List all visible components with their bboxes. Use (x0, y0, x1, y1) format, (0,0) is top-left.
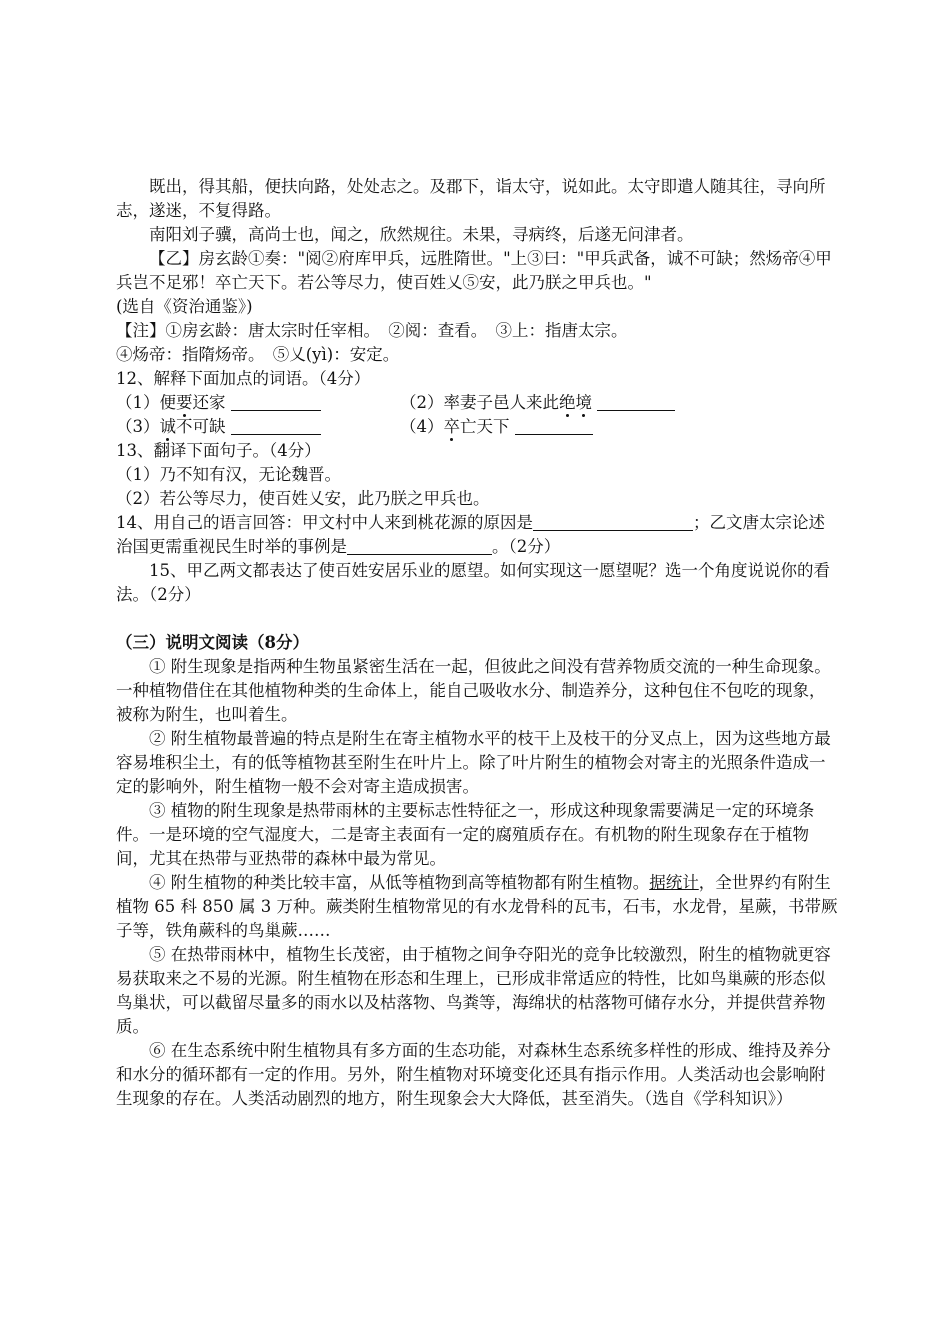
question-13-title: 13、翻译下面句子。（4分） (116, 441, 321, 460)
dotted-word: 要 (176, 393, 193, 412)
question-12-item-1: （1）便要还家 (116, 391, 400, 415)
classical-paragraph-1: 既出，得其船，便扶向路，处处志之。及郡下，诣太守，说如此。太守即遣人随其往，寻向所志，遂迷，不复得路。 (116, 177, 826, 220)
expository-paragraph-1: ① 附生现象是指两种生物虽紧密生活在一起，但彼此之间没有营养物质交流的一种生命现象。一种植物借住在其他植物种类的生命体上，能自己吸收水分、制造养分，这种包住不包吃的现象，被称为附生，也叫着生。 (116, 657, 831, 724)
answer-blank[interactable] (231, 392, 321, 411)
classical-source: (选自《资治通鉴》) (116, 297, 253, 316)
question-15: 15、甲乙两文都表达了使百姓安居乐业的愿望。如何实现这一愿望呢？选一个角度说说你的看法。（2分） (116, 561, 830, 604)
dotted-word: 卒 (443, 417, 460, 436)
page-content (116, 175, 838, 1111)
dotted-word: 诚 (159, 417, 176, 436)
question-14: 14、用自己的语言回答：甲文村中人来到桃花源的原因是 ；乙文唐太宗论述治国更需重视民生时举的事例是 。（2分） (116, 513, 825, 556)
expository-paragraph-6: ⑥ 在生态系统中附生植物具有多方面的生态功能，对森林生态系统多样性的形成、维持及养分和水分的循环都有一定的作用。另外，附生植物对环境变化还具有指示作用。人类活动也会影响附生现象的存在。人类活动剧烈的地方，附生现象会大大降低，甚至消失。（选自《学科知识》） (116, 1041, 831, 1108)
expository-paragraph-3: ③ 植物的附生现象是热带雨林的主要标志性特征之一，形成这种现象需要满足一定的环境条件。一是环境的空气湿度大，二是寄主表面有一定的腐殖质存在。有机物的附生现象存在于植物间，尤其在热带与亚热带的森林中最为常见。 (116, 801, 815, 868)
expository-paragraph-2: ② 附生植物最普遍的特点是附生在寄主植物水平的枝干上及枝干的分叉点上，因为这些地方最容易堆积尘土，有的低等植物甚至附生在叶片上。除了叶片附生的植物会对寄主的光照条件造成一定的影响外，附生植物一般不会对寄主造成损害。 (116, 729, 831, 796)
question-13-sentence-1: （1）乃不知有汉，无论魏晋。 (116, 465, 341, 484)
answer-blank[interactable] (347, 536, 492, 555)
question-12-row-2 (116, 415, 838, 439)
dotted-word: 境 (575, 393, 592, 412)
classical-paragraph-2: 南阳刘子骥，高尚士也，闻之，欣然规往。未果，寻病终，后遂无问津者。 (149, 225, 694, 244)
question-12-item-4: （4）卒亡天下 (400, 415, 593, 439)
answer-blank[interactable] (515, 416, 593, 435)
classical-text-yi: 【乙】房玄龄①奏："阅②府库甲兵，远胜隋世。"上③曰："甲兵武备，诚不可缺；然炀帝④甲兵岂不足邪！卒亡天下。若公等尽力，使百姓乂⑤安，此乃朕之甲兵也。" (116, 249, 832, 292)
question-12-item-3: （3）诚不可缺 (116, 415, 400, 439)
expository-paragraph-5: ⑤ 在热带雨林中，植物生长茂密，由于植物之间争夺阳光的竞争比较激烈，附生的植物就更容易获取来之不易的光源。附生植物在形态和生理上，已形成非常适应的特性，比如鸟巢蕨的形态似鸟巢状，可以截留尽量多的雨水以及枯落物、鸟粪等，海绵状的枯落物可储存水分，并提供营养物质。 (116, 945, 831, 1036)
question-13-sentence-2: （2）若公等尽力，使百姓乂安，此乃朕之甲兵也。 (116, 489, 490, 508)
question-12-item-2: （2）率妻子邑人来此绝境 (400, 391, 675, 415)
annotation-line-1: 【注】①房玄龄：唐太宗时任宰相。 ②阅：查看。 ③上：指唐太宗。 (116, 321, 628, 340)
question-12-row-1 (116, 391, 838, 415)
underlined-phrase: 据统计 (649, 873, 699, 892)
expository-paragraph-4: ④ 附生植物的种类比较丰富，从低等植物到高等植物都有附生植物。据统计，全世界约有附生植物 65 科 850 属 3 万种。蕨类附生植物常见的有水龙骨科的瓦韦，石韦，水龙骨，星蕨，书带厥子等，铁角蕨科的鸟巢蕨…… (116, 873, 838, 940)
question-12-title: 12、解释下面加点的词语。（4分） (116, 369, 371, 388)
answer-blank[interactable] (597, 392, 675, 411)
answer-blank[interactable] (533, 512, 693, 531)
section-heading-expository: （三）说明文阅读（8分） (116, 633, 309, 652)
annotation-line-2: ④炀帝：指隋炀帝。 ⑤乂(yì)：安定。 (116, 345, 400, 364)
dotted-word: 绝 (559, 393, 576, 412)
answer-blank[interactable] (231, 416, 321, 435)
